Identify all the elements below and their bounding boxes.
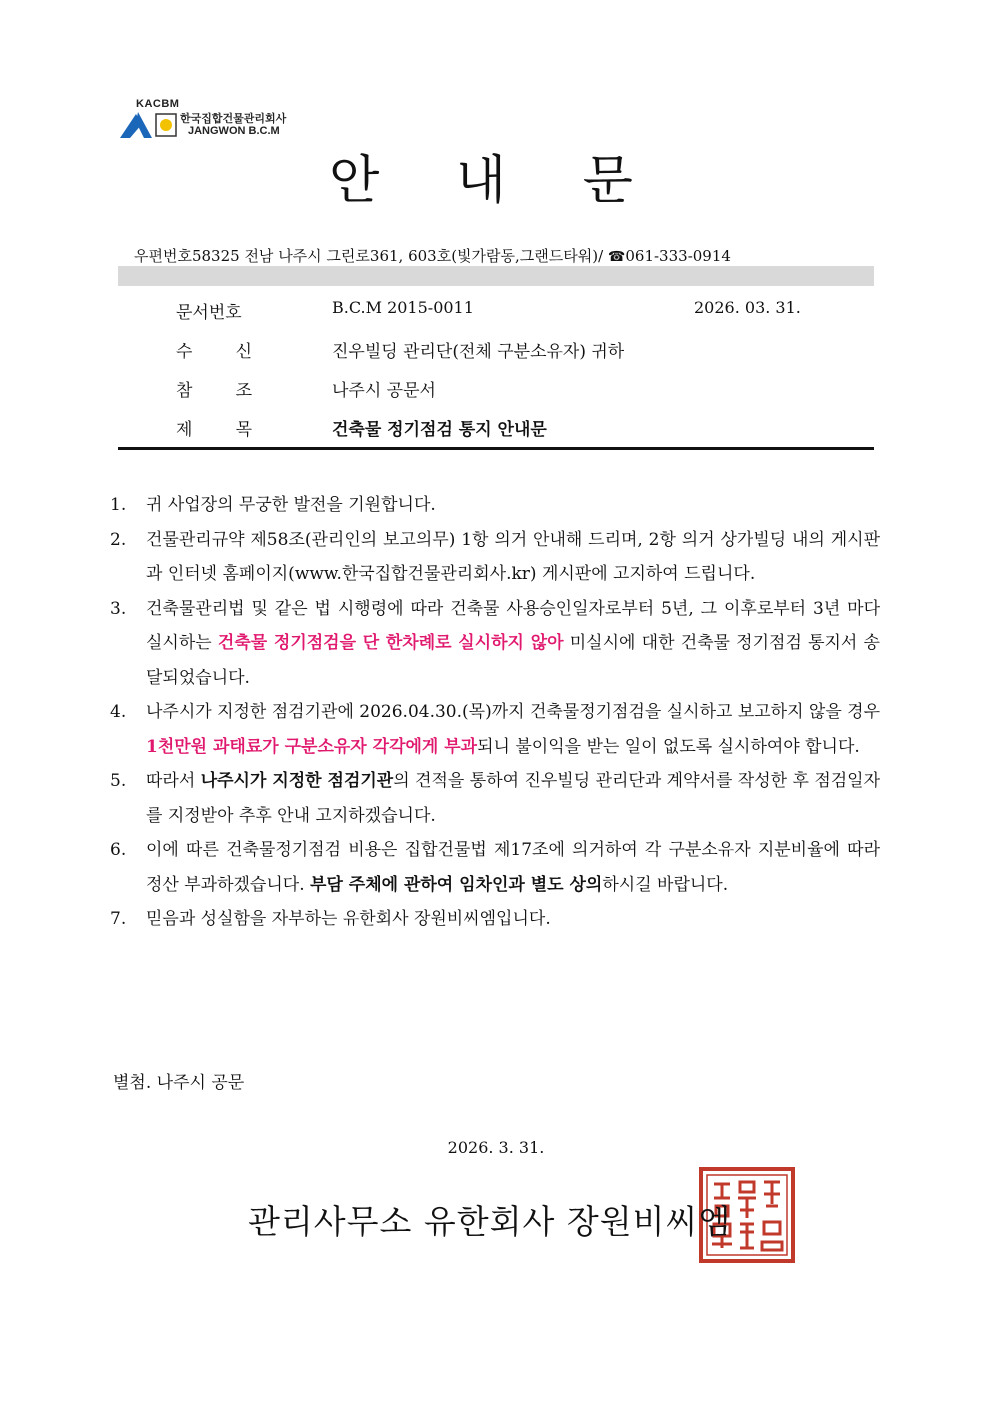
logo-abbr: KACBM	[136, 98, 180, 110]
item-text: 귀 사업장의 무궁한 발전을 기원합니다.	[146, 495, 436, 515]
divider	[118, 447, 874, 450]
list-item	[110, 488, 880, 523]
item-bold: 나주시가 지정한 점검기관	[200, 771, 394, 791]
page-title: 안 내 문	[329, 151, 663, 211]
item-number: 3.	[110, 598, 127, 619]
logo-org-english: JANGWON B.C.M	[188, 125, 280, 137]
item-bold: 부담 주체에 관하여 임차인과 별도 상의	[310, 874, 603, 895]
list-item	[110, 764, 880, 833]
doc-number-label: 문서번호	[176, 303, 242, 323]
item-number: 7.	[110, 909, 127, 929]
phone-number: 061-333-0914	[625, 247, 731, 265]
item-number: 6.	[110, 840, 127, 860]
doc-date: 2026. 03. 31.	[694, 298, 801, 317]
attachment-note: 별첨. 나주시 공문	[113, 1073, 245, 1093]
item-text-cont: 의 견적을 통하여 진우빌딩 관리단과 계약서를 작성한 후 점검일자를 지정받아 추후 안내 고지하겠습니다.	[146, 771, 881, 826]
subject-label: 제 목	[176, 420, 253, 440]
item-number: 4.	[110, 702, 127, 722]
item-text: 따라서	[146, 771, 201, 791]
recipient-label: 수 신	[176, 342, 253, 362]
signature: 관리사무소 유한회사 장원비씨엠	[248, 1202, 732, 1241]
phone-icon: ☎	[607, 249, 626, 265]
item-text-cont: 되니 불이익을 받는 일이 없도록 실시하여야 합니다.	[477, 736, 860, 757]
logo-org-korean: 한국집합건물관리회사	[180, 112, 287, 125]
list-item	[110, 902, 880, 937]
list-item	[110, 592, 880, 696]
item-highlight: 건축물 정기점검을 단 한차례로 실시하지 않아	[217, 633, 564, 653]
list-item	[110, 523, 880, 592]
doc-number-value: B.C.M 2015-0011	[332, 298, 474, 317]
item-number: 1.	[110, 495, 127, 515]
header-bar	[118, 266, 874, 286]
logo-mark-icon	[118, 108, 178, 140]
reference-label: 참 조	[176, 381, 253, 401]
item-text: 건축물관리법 및 같은 법 시행령에 따라 건축물 사용승인일자로부터 5년, 그 이후로부터 3년 마다 실시하는	[146, 598, 880, 653]
sign-date: 2026. 3. 31.	[447, 1138, 545, 1157]
address-text: 우편번호58325 전남 나주시 그린로361, 603호(빛가람동,그랜드타워)/	[134, 247, 608, 265]
item-highlight: 1천만원 과태료가 구분소유자 각각에게 부과	[146, 736, 478, 757]
reference-value: 나주시 공문서	[332, 381, 436, 401]
subject-value: 건축물 정기점검 통지 안내문	[332, 420, 547, 440]
item-number: 2.	[110, 529, 127, 550]
list-item	[110, 833, 880, 902]
item-text-cont: 미실시에 대한 건축물 정기점검 통지서 송달되었습니다.	[146, 633, 880, 688]
item-text: 나주시가 지정한 점검기관에 2026.04.30.(목)까지 건축물정기점검을 실시하고 보고하지 않을 경우	[146, 702, 881, 722]
address-line	[134, 245, 731, 266]
notice-items	[110, 488, 880, 937]
item-number: 5.	[110, 771, 127, 791]
item-text: 믿음과 성실함을 자부하는 유한회사 장원비씨엠입니다.	[146, 909, 551, 929]
item-text-cont: 하시길 바랍니다.	[602, 874, 729, 895]
item-text: 건물관리규약 제58조(관리인의 보고의무) 1항 의거 안내해 드리며, 2항 의거 상가빌딩 내의 게시판과 인터넷 홈페이지(www.한국집합건물관리회사.kr) 게시판에 고지하여 드립니다.	[146, 529, 880, 584]
item-text: 이에 따른 건축물정기점검 비용은 집합건물법 제17조에 의거하여 각 구분소유자 지분비율에 따라 정산 부과하겠습니다.	[146, 840, 880, 895]
list-item	[110, 695, 880, 764]
recipient-value: 진우빌딩 관리단(전체 구분소유자) 귀하	[332, 342, 625, 362]
